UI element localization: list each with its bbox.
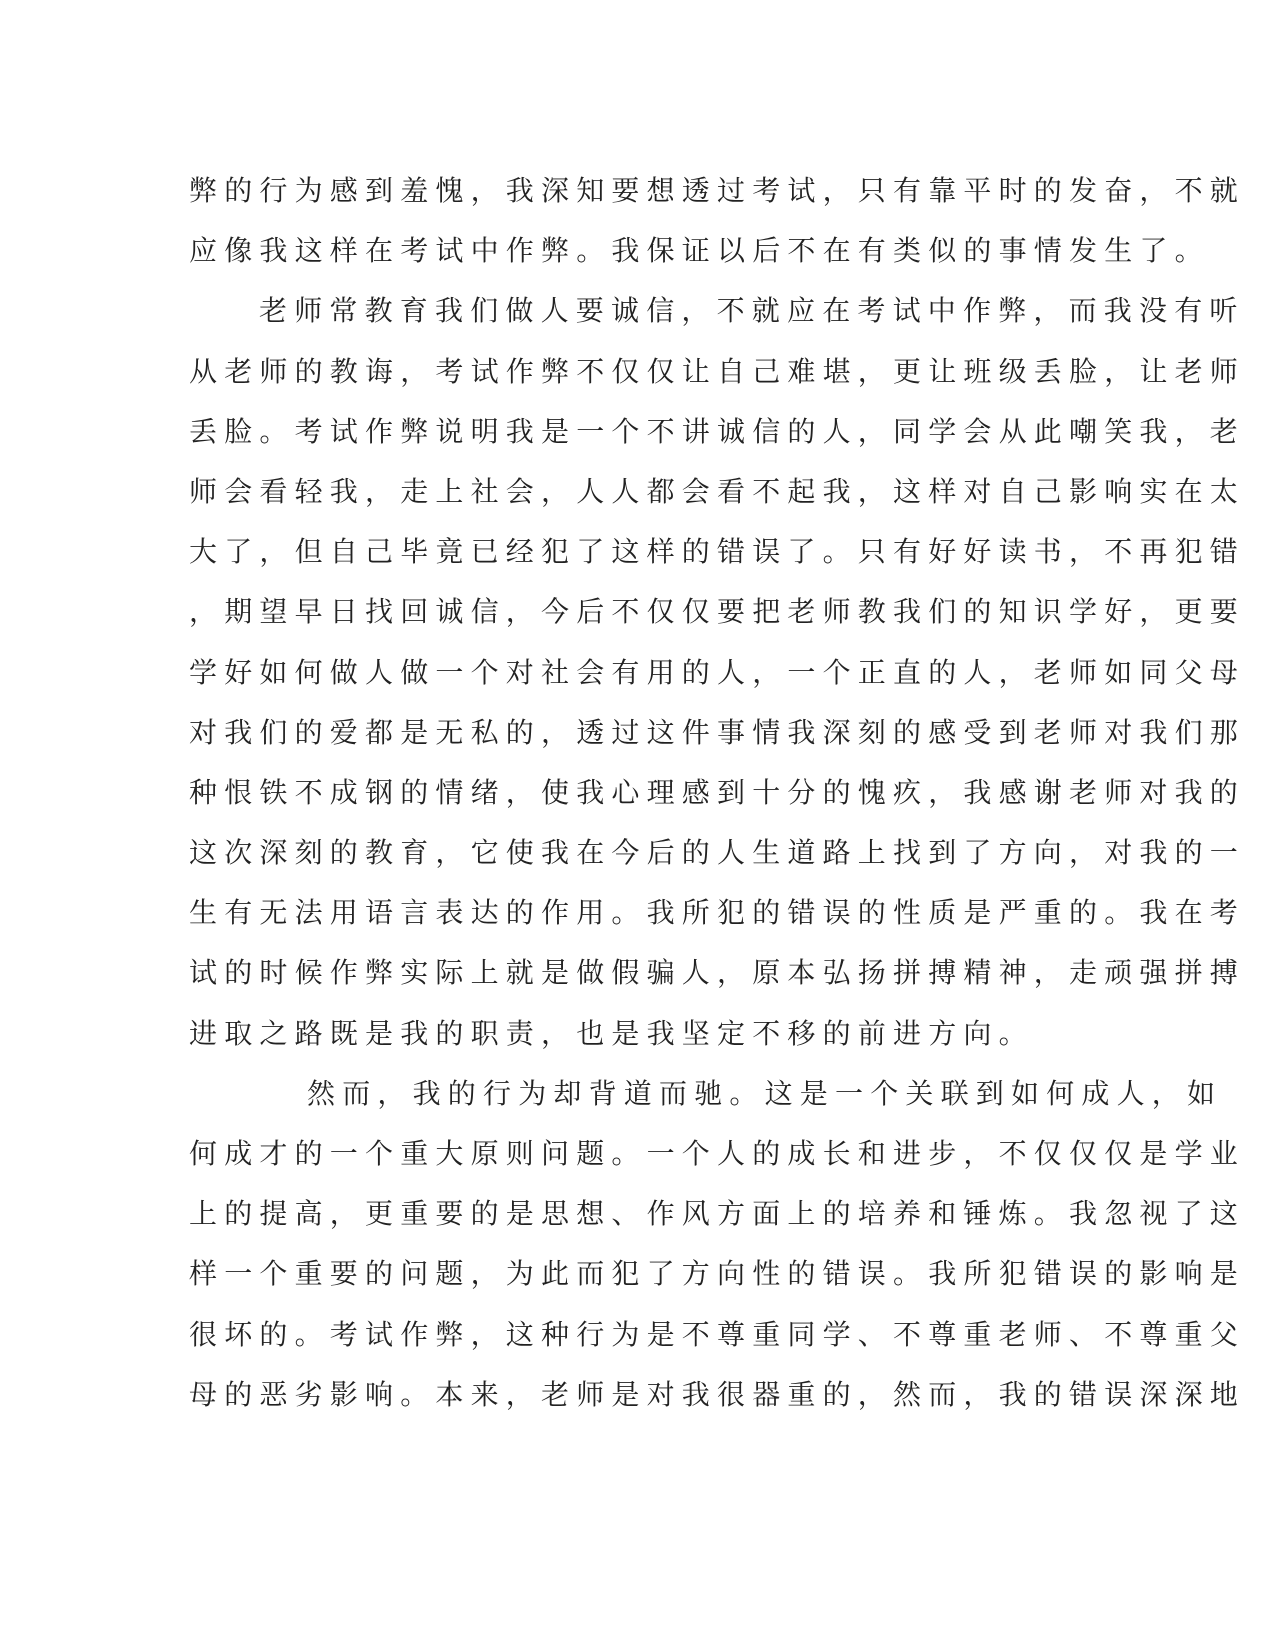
text-line: 母的恶劣影响。本来，老师是对我很器重的，然而，我的错误深深地	[189, 1377, 1246, 1411]
text-line: 师会看轻我，走上社会，人人都会看不起我，这样对自己影响实在太	[189, 474, 1246, 508]
text-line: 种恨铁不成钢的情绪，使我心理感到十分的愧疚，我感谢老师对我的	[189, 775, 1246, 809]
text-line: ，期望早日找回诚信，今后不仅仅要把老师教我们的知识学好，更要	[189, 595, 1246, 629]
body-text	[189, 161, 1246, 1425]
text-line: 很坏的。考试作弊，这种行为是不尊重同学、不尊重老师、不尊重父	[189, 1317, 1246, 1351]
text-line: 样一个重要的问题，为此而犯了方向性的错误。我所犯错误的影响是	[189, 1257, 1246, 1291]
text-line: 何成才的一个重大原则问题。一个人的成长和进步，不仅仅仅是学业	[189, 1137, 1246, 1170]
text-line: 试的时候作弊实际上就是做假骗人，原本弘扬拼搏精神，走顽强拼搏	[189, 956, 1246, 990]
text-line: 弊的行为感到羞愧，我深知要想透过考试，只有靠平时的发奋，不就	[189, 174, 1246, 207]
text-line: 老师常教育我们做人要诚信，不就应在考试中作弊，而我没有听	[259, 294, 1245, 328]
text-line: 进取之路既是我的职责，也是我坚定不移的前进方向。	[189, 1016, 1034, 1050]
text-line: 这次深刻的教育，它使我在今后的人生道路上找到了方向，对我的一	[189, 836, 1246, 870]
text-line: 对我们的爱都是无私的，透过这件事情我深刻的感受到老师对我们那	[189, 715, 1246, 749]
text-line: 从老师的教诲，考试作弊不仅仅让自己难堪，更让班级丢脸，让老师	[189, 354, 1246, 388]
text-line: 应像我这样在考试中作弊。我保证以后不在有类似的事情发生了。	[189, 234, 1210, 268]
text-line: 学好如何做人做一个对社会有用的人，一个正直的人，老师如同父母	[189, 655, 1246, 689]
text-line: 丢脸。考试作弊说明我是一个不讲诚信的人，同学会从此嘲笑我，老	[189, 414, 1246, 448]
text-line: 大了，但自己毕竟已经犯了这样的错误了。只有好好读书，不再犯错	[189, 535, 1246, 569]
text-line: 上的提高，更重要的是思想、作风方面上的培养和锤炼。我忽视了这	[189, 1197, 1246, 1231]
text-line: 然而，我的行为却背道而驰。这是一个关联到如何成人，如	[307, 1076, 1223, 1110]
text-line: 生有无法用语言表达的作用。我所犯的错误的性质是严重的。我在考	[189, 896, 1246, 930]
